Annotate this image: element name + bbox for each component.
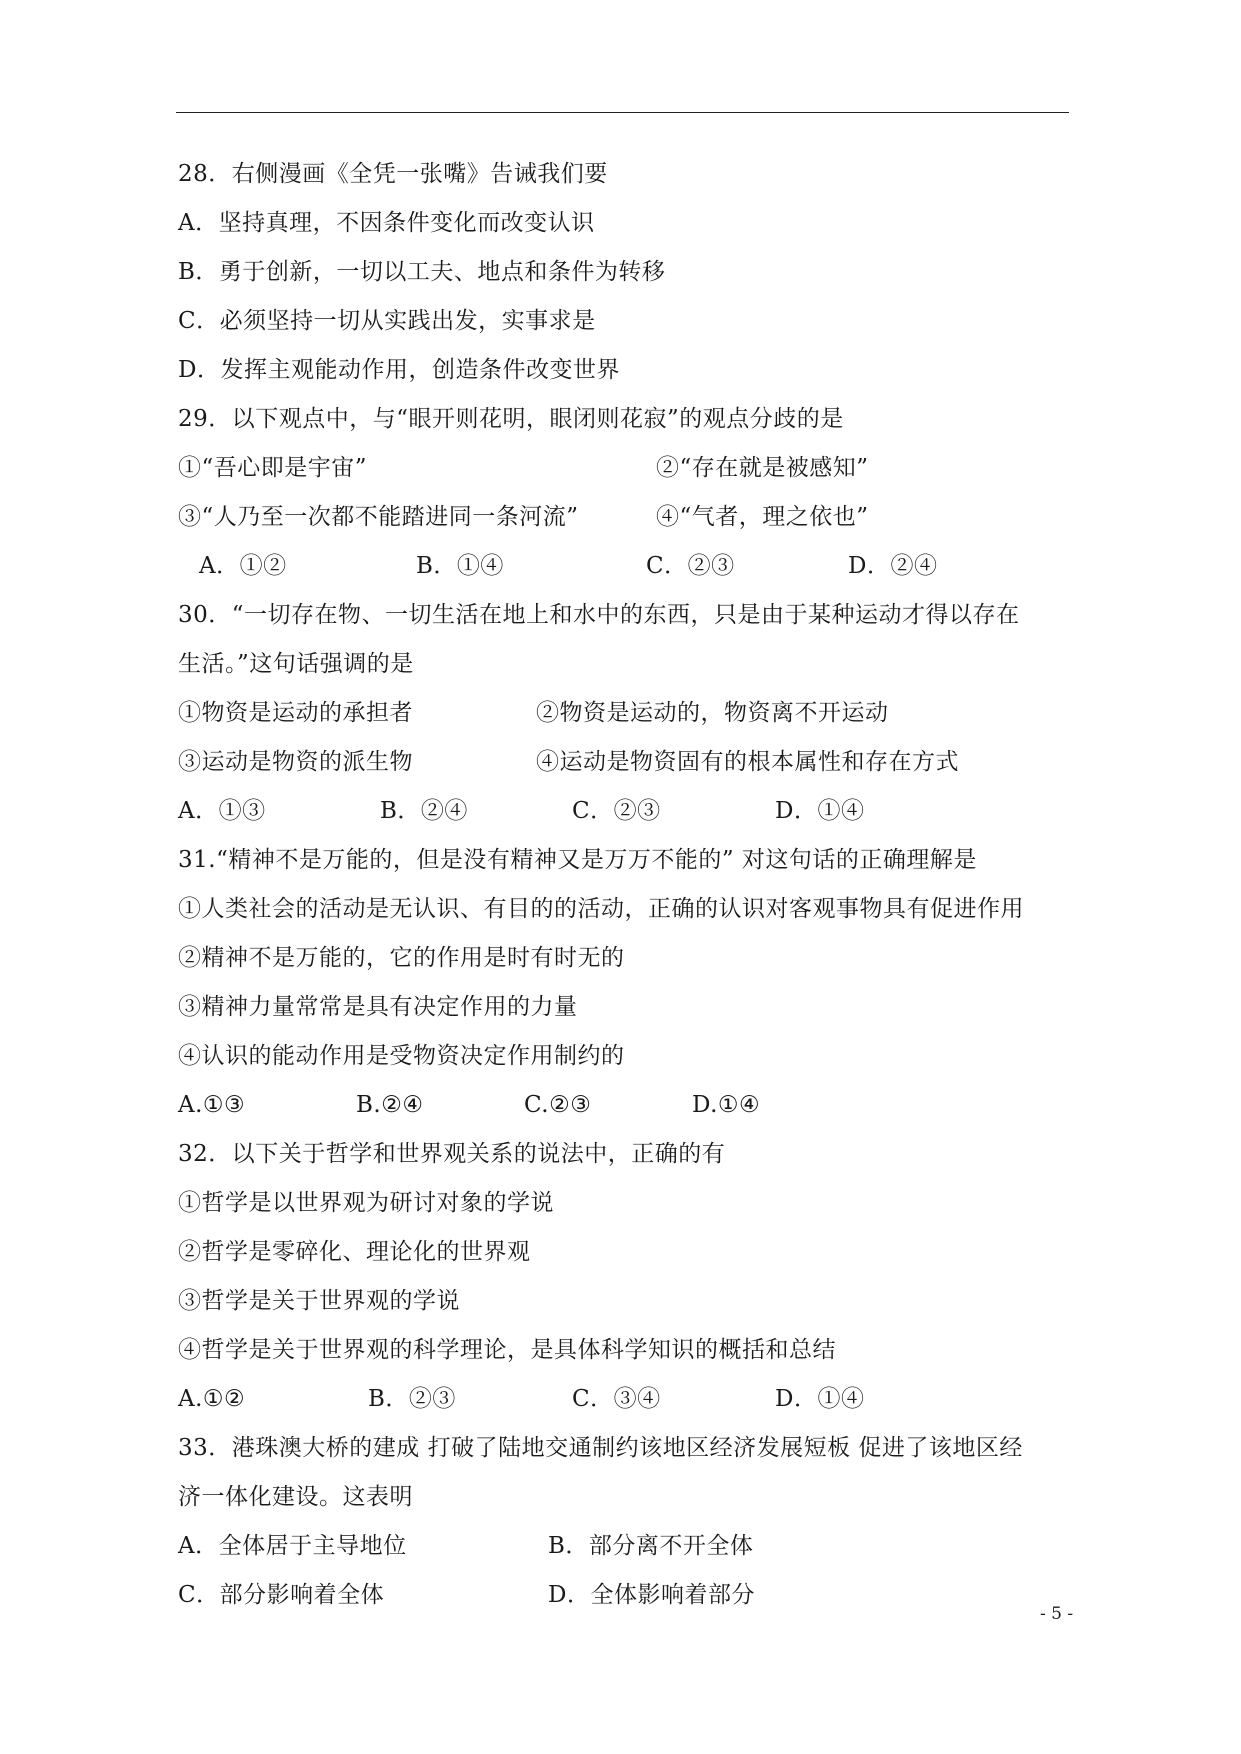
question-31-stem: 31.“精神不是万能的，但是没有精神又是万万不能的” 对这句话的正确理解是 [178,847,977,873]
question-30-stem: 30．“一切存在物、一切生活在地上和水中的东西，只是由于某种运动才得以存在 [178,602,1020,628]
question-32-option-c: C．③④ [572,1386,661,1412]
question-30-statement-1: ①物资是运动的承担者 [178,700,413,726]
question-30-option-a: A．①③ [178,798,266,824]
question-31-option-d: D.①④ [692,1092,761,1118]
question-30-statement-4: ④运动是物资固有的根本属性和存在方式 [536,749,959,775]
question-31-option-c: C.②③ [524,1092,592,1118]
question-31-statement-3: ③精神力量常常是具有决定作用的力量 [178,994,578,1020]
question-30-option-d: D．①④ [775,798,865,824]
question-33-option-a: A．全体居于主导地位 [178,1533,407,1559]
question-32-stem: 32．以下关于哲学和世界观关系的说法中，正确的有 [178,1141,726,1167]
question-29-option-c: C．②③ [646,553,735,579]
question-31-statement-2: ②精神不是万能的，它的作用是时有时无的 [178,945,625,971]
question-32-option-b: B．②③ [368,1386,456,1412]
question-29-statement-4: ④“气者，理之依也” [656,504,869,530]
question-32-statement-1: ①哲学是以世界观为研讨对象的学说 [178,1190,554,1216]
question-29-statement-1: ①“吾心即是宇宙” [178,455,368,481]
question-32-statement-3: ③哲学是关于世界观的学说 [178,1288,460,1314]
question-33-stem: 33．港珠澳大桥的建成 打破了陆地交通制约该地区经济发展短板 促进了该地区经 [178,1435,1023,1461]
question-32-option-d: D．①④ [775,1386,865,1412]
question-30-option-c: C．②③ [572,798,661,824]
question-30-option-b: B．②④ [380,798,468,824]
question-28-option-b: B．勇于创新，一切以工夫、地点和条件为转移 [178,259,666,285]
question-28-option-d: D．发挥主观能动作用，创造条件改变世界 [178,357,620,383]
question-31-option-a: A.①③ [178,1092,246,1118]
question-32-option-a: A.①② [178,1386,246,1412]
question-30-stem-continued: 生活。”这句话强调的是 [178,651,414,677]
question-33-option-c: C．部分影响着全体 [178,1582,385,1608]
question-33-stem-continued: 济一体化建设。这表明 [178,1484,413,1510]
question-28-stem: 28．右侧漫画《全凭一张嘴》告诫我们要 [178,161,608,187]
question-28-option-c: C．必须坚持一切从实践出发，实事求是 [178,308,596,334]
question-29-option-a: A．①② [199,553,287,579]
question-31-option-b: B.②④ [356,1092,424,1118]
question-29-statement-2: ②“存在就是被感知” [656,455,869,481]
question-29-option-b: B．①④ [416,553,504,579]
question-32-statement-2: ②哲学是零碎化、理论化的世界观 [178,1239,531,1265]
question-33-option-b: B．部分离不开全体 [548,1533,754,1559]
header-rule [176,112,1069,113]
question-32-statement-4: ④哲学是关于世界观的科学理论，是具体科学知识的概括和总结 [178,1337,836,1363]
question-29-option-d: D．②④ [848,553,938,579]
question-33-option-d: D．全体影响着部分 [548,1582,755,1608]
question-31-statement-4: ④认识的能动作用是受物资决定作用制约的 [178,1043,625,1069]
question-31-statement-1: ①人类社会的活动是无认识、有目的的活动，正确的认识对客观事物具有促进作用 [178,896,1024,922]
page-number: - 5 - [1040,1604,1074,1624]
question-30-statement-3: ③运动是物资的派生物 [178,749,413,775]
question-28-option-a: A．坚持真理，不因条件变化而改变认识 [178,210,595,236]
question-29-stem: 29．以下观点中，与“眼开则花明，眼闭则花寂”的观点分歧的是 [178,406,844,432]
question-29-statement-3: ③“人乃至一次都不能踏进同一条河流” [178,504,579,530]
question-30-statement-2: ②物资是运动的，物资离不开运动 [536,700,889,726]
